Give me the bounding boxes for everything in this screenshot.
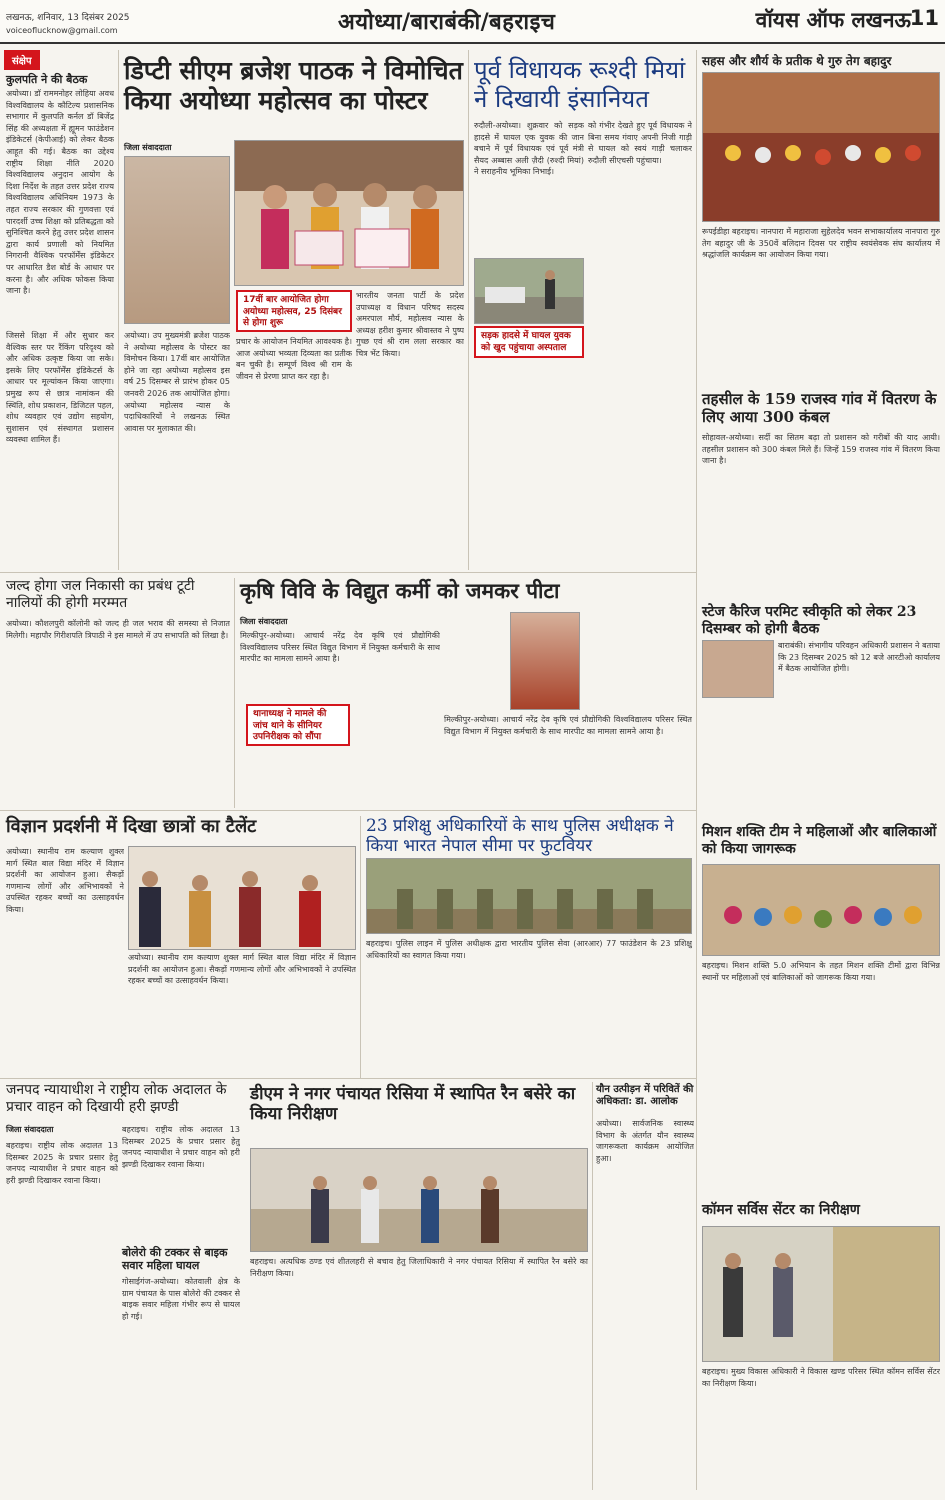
article-text: मिल्कीपुर-अयोध्या। आचार्य नरेंद्र देव कृषि एवं प्रौद्योगिकी विश्वविद्यालय परिसर स्थित विद्युत विभाग में नियुक्त कर्मचारी के साथ मारपीट का मामला सामने आया है। [240,631,440,664]
article-text: रूपईडीहा बहराइच। नानपारा में महाराजा सुहेलदेव भवन सभाकार्यालय नानपारा गुरु तेग बहादुर जी के 350वें बलिदान दिवस पर राष्ट्रीय स्वयंसेवक संघ कार्यालय में श्रद्धांजलि कार्यक्रम का आयोजन किया गया। [702,227,940,260]
byline: जिला संवाददाता [124,143,172,152]
photo-deputy-cm [124,156,230,324]
callout-probe: थानाध्यक्ष ने मामले की जांच थाने के सीनियर उपनिरीक्षक को सौंपा [246,704,350,746]
row-rule [0,810,696,811]
edition-date: लखनऊ, शनिवार, 13 दिसंबर 2025 [6,13,130,23]
headline-lok-adalat: जनपद न्यायाधीश ने राष्ट्रीय लोक अदालत के प्रचार वाहन को दिखायी हरी झण्डी [6,1082,227,1115]
column-rule [468,50,469,570]
photo-police-officers [366,858,692,934]
headline-stage-carriage: स्टेज कैरिज परमिट स्वीकृति को लेकर 23 दिसम्बर को होगी बैठक [702,604,917,637]
column-rule [234,578,235,808]
photo-csc-inspection [702,1226,940,1362]
headline-former-mla: पूर्व विधायक रूश्दी मियां ने दिखायी इंसानियत [474,56,686,113]
article-text: अयोध्या। सार्वजनिक स्वास्थ्य विभाग के अंतर्गत यौन स्वास्थ्य जागरूकता कार्यक्रम आयोजित हुआ। [596,1119,694,1163]
headline-drainage: जल्द होगा जल निकासी का प्रबंध टूटी नालियों की होगी मरम्मत [6,578,195,611]
brief-headline: कुलपति ने की बैठक [6,73,88,86]
region-title: अयोध्या/बाराबंकी/बहराइच [338,9,556,35]
article-text: गोसाईगंज-अयोध्या। कोतवाली क्षेत्र के ग्राम पंचायत के पास बोलेरो की टक्कर से बाइक सवार महिला गंभीर रूप से घायल हो गई। [122,1277,240,1321]
photo-victim [510,612,580,710]
article-text: बहराइच। अत्यधिक ठण्ड एवं शीतलहरी से बचाव हेतु जिलाधिकारी ने नगर पंचायत रिसिया में स्थापित रैन बसेरे का निरीक्षण किया। [250,1257,588,1278]
photo-tribute-event [702,72,940,222]
brief-text: अयोध्या। डॉ राममनोहर लोहिया अवध विश्वविद्यालय के कौटिल्य प्रशासनिक सभागार में कुलपति कर्नल डॉ बिजेंद्र सिंह की अध्यक्षता में ह्यूमन फाउंडेशन इंडिकेटर्स (केपीआई) को लेकर बैठक आहूत की गई। बैठक का उद्देश्य राष्ट्रीय शिक्षा नीति 2020 विश्वविद्यालय अनुदान आयोग के दिशा निर्देश के तहत उत्तर प्रदेश राज्य विश्वविद्यालय अधिनियम 1973 के तहत राज्य सरकार की गुणवत्ता एवं पारदर्शी उच्च शिक्षा को प्रतिबद्धता को सुनिश्चित करने हेतु उत्तर प्रदेश शासन द्वारा कार्य प्रणाली को नियमित निगरानी वैश्विक परफॉर्मेंस इंडिकेटर पर आधारित डैश बोर्ड के आधार पर करना है। और अधिक फोकस किया जाना है। [6,89,114,296]
row-rule [0,572,696,573]
headline-night-shelter: डीएम ने नगर पंचायत रिसिया में स्थापित रैन बसेरे का किया निरीक्षण [250,1084,576,1125]
article-text: सोहावल-अयोध्या। सर्दी का सितम बढ़ा तो प्रशासन को गरीबों की याद आयी। तहसील प्रशासन को 300 कंबल मिले हैं। जिन्हें 159 राजस्व गांव में वितरण किया जाना है। [702,433,940,466]
article-text: बहराइच। राष्ट्रीय लोक अदालत 13 दिसम्बर 2025 के प्रचार प्रसार हेतु जनपद न्यायाधीश ने प्रचार वाहन को हरी झण्डी दिखाकर रवाना किया। [6,1141,118,1185]
row-rule [0,1078,696,1079]
headline-agri-university: कृषि विवि के विद्युत कर्मी को जमकर पीटा [240,578,560,603]
callout-festival: 17वीं बार आयोजित होगा अयोध्या महोत्सव, 25 दिसंबर से होगा शुरू [236,290,352,332]
column-rule [118,50,119,570]
headline-science-exhibition: विज्ञान प्रदर्शनी में दिखा छात्रों का टैलेंट [6,816,257,837]
column-rule [696,50,697,1490]
byline: जिला संवाददाता [6,1125,54,1134]
headline-sexual-health: यौन उत्पीड़न में परिवितें की अधिकता: डा. आलोक [596,1084,694,1107]
article-text: बहराइच। मुख्य विकास अधिकारी ने विकास खण्ड परिसर स्थित कॉमन सर्विस सेंटर का निरीक्षण किया। [702,1367,940,1388]
article-text: अयोध्या। उप मुख्यमंत्री ब्रजेश पाठक ने अयोध्या महोत्सव के पोस्टर का विमोचन किया। 17वीं बार आयोजित होने जा रहा अयोध्या महोत्सव इस वर्ष 25 दिसम्बर से प्रारंभ होकर 05 जनवरी 2026 तक आयोजित होगा। अयोध्या महोत्सव न्यास के पदाधिकारियों ने लखनऊ स्थित आवास पर मुलाकात की। [124,331,230,433]
callout-injured-youth: सड़क हादसे में घायल युवक को खुद पहुंचाया अस्पताल [474,326,584,358]
page-number: 11 [909,6,939,30]
headline-police-training: 23 प्रशिक्षु अधिकारियों के साथ पुलिस अधीक्षक ने किया भारत नेपाल सीमा पर फुटवियर [366,816,674,857]
article-text: भारतीय जनता पार्टी के प्रदेश उपाध्यक्ष व विधान परिषद सदस्य अमरपाल मौर्य, महोत्सव न्यास के अध्यक्ष हरीश कुमार श्रीवास्तव ने पुष्प गुच्छ एवं श्री राम लला सरकार का चित्र भेंट किया। [356,291,464,358]
column-rule [592,1082,593,1490]
photo-mission-shakti [702,864,940,956]
article-text: बाराबंकी। संभागीय परिवहन अधिकारी प्रशासन ने बताया कि 23 दिसम्बर 2025 को 12 बजे आरटीओ कार्यालय में बैठक आयोजित होगी। [778,641,940,674]
article-text: को गंभीर देखते हुए पूर्व विधायक ने बिना समय गंवाए अपनी निजी गाड़ी से घायल को स्वयं गाड़ी चलाकर रुदौली सीएचसी पहुंचाया। [588,121,692,165]
brief-text-2: जिससे शिक्षा में और सुधार कर वैश्विक स्तर पर रैंकिंग परिदृश्य को और अधिक उत्कृष्ट किया जा सके। इसके लिए परफॉर्मेंस इंडिकेटर्स के आधार पर मूल्यांकन किया जाएगा। प्रमुख रूप से छात्र नामांकन की स्थिति, शोध प्रकाशन, डिजिटल पहल, शोध व्यवहार एवं उद्योग सहयोग, सुशासन एवं संस्थागत प्रशासन व्यवस्था शामिल हैं। [6,331,114,445]
article-text: मिल्कीपुर-अयोध्या। आचार्य नरेंद्र देव कृषि एवं प्रौद्योगिकी विश्वविद्यालय परिसर स्थित विद्युत विभाग में नियुक्त कर्मचारी के साथ मारपीट का मामला सामने आया है। [444,715,692,736]
sankshep-label: संक्षेप [4,50,40,70]
photo-night-shelter [250,1148,588,1252]
byline: जिला संवाददाता [240,617,288,626]
article-text: अयोध्या। स्थानीय राम कल्याण शुक्ल मार्ग स्थित बाल विद्या मंदिर में विज्ञान प्रदर्शनी का आयोजन हुआ। सैकड़ों गणमान्य लोगों और अभिभावकों ने उपस्थित रहकर बच्चों का उत्साहवर्धन किया। [128,953,356,986]
article-text: प्रचार के आयोजन नियमित आवश्यक है। आज अयोध्या भव्यता दिव्यता का प्रतीक बन चुकी है। सम्पूर्ण विश्व श्री राम के जीवन से प्रेरणा प्राप्त कर रहा है। [236,337,352,381]
article-text: बहराइच। मिशन शक्ति 5.0 अभियान के तहत मिशन शक्ति टीमों द्वारा विभिन्न स्थानों पर महिलाओं एवं बालिकाओं को जागरूक किया गया। [702,961,940,982]
contact-email: voiceoflucknow@gmail.com [6,26,118,35]
headline-blanket-distribution: तहसील के 159 राजस्व गांव में वितरण के लिए आया 300 कंबल [702,390,937,426]
article-text: बहराइच। राष्ट्रीय लोक अदालत 13 दिसम्बर 2025 के प्रचार प्रसार हेतु जनपद न्यायाधीश ने प्रचार वाहन को हरी झण्डी दिखाकर रवाना किया। [122,1125,240,1169]
headline-bolero-accident: बोलेरो की टक्कर से बाइक सवार महिला घायल [122,1246,228,1273]
headline-poster-release: डिप्टी सीएम ब्रजेश पाठक ने विमोचित किया अयोध्या महोत्सव का पोस्टर [124,56,463,115]
headline-mission-shakti: मिशन शक्ति टीम ने महिलाओं और बालिकाओं को किया जागरूक [702,824,937,857]
column-rule [360,816,361,1078]
article-text: अयोध्या। कौशलपुरी कॉलोनी को जल्द ही जल भराव की समस्या से निजात मिलेगी। महापौर गिरीशपति त्रिपाठी ने इस मामले में उप सभापति को लिखा है। [6,619,230,640]
article-text: बहराइच। पुलिस लाइन में पुलिस अधीक्षक द्वारा भारतीय पुलिस सेवा (आरआर) 77 फाउंडेशन के 23 प्रशिक्षु अधिकारियों का स्वागत किया गया। [366,939,692,960]
photo-poster-release [234,140,464,286]
newspaper-brand: वॉयस ऑफ लखनऊ [755,7,911,32]
photo-science-exhibition [128,846,356,950]
photo-accident-site [474,258,584,324]
headline-guru-tegh-bahadur: सहस और शौर्य के प्रतीक थे गुरु तेग बहादुर [702,54,892,68]
headline-csc-inspection: कॉमन सर्विस सेंटर का निरीक्षण [702,1202,860,1218]
photo-official [702,640,774,698]
article-text: अयोध्या। स्थानीय राम कल्याण शुक्ल मार्ग स्थित बाल विद्या मंदिर में विज्ञान प्रदर्शनी का आयोजन हुआ। सैकड़ों गणमान्य लोगों और अभिभावकों ने उपस्थित रहकर बच्चों का उत्साहवर्धन किया। [6,847,124,914]
article-text: रुदौली-अयोध्या। शुक्रवार को सड़क हादसे में घायल एक युवक की जान बचाने में पूर्व विधायक एवं पूर्व मंत्री सैयद अब्बास अली ज़ैदी (रुश्दी मियां) ने सराहनीय भूमिका निभाई। [474,121,584,177]
